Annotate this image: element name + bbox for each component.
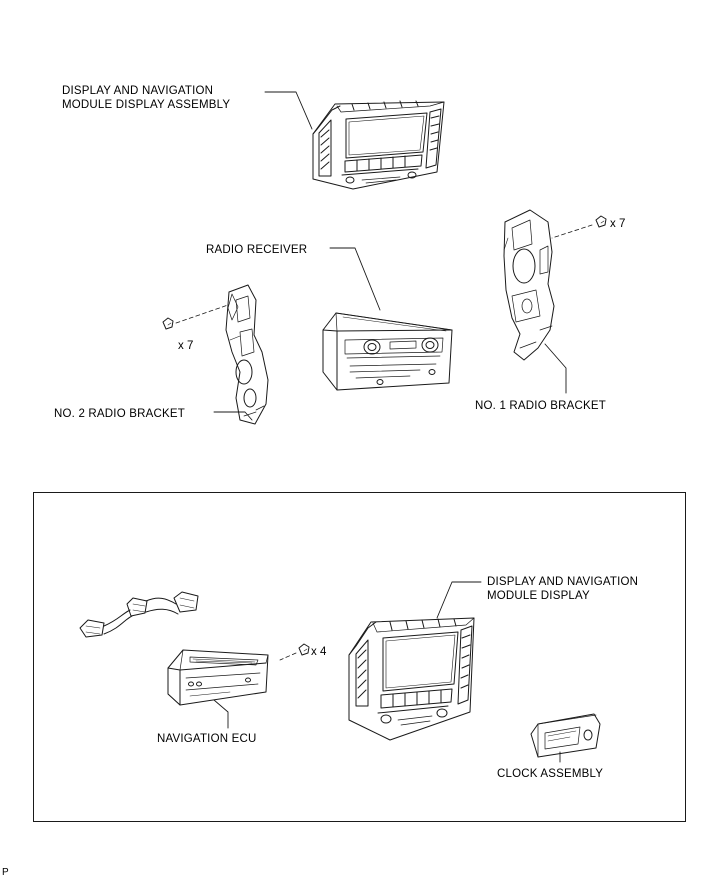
label-line-1: NO. 1 RADIO BRACKET [475, 400, 606, 412]
label-navigation-ecu [157, 732, 257, 746]
quantity-bolt-left: x 7 [178, 340, 194, 352]
label-display-navigation-module-display [487, 575, 638, 603]
label-radio-receiver [206, 243, 307, 257]
label-line-1: DISPLAY AND NAVIGATION [62, 85, 214, 97]
label-line-1: NAVIGATION ECU [157, 733, 257, 745]
label-no-2-radio-bracket [54, 407, 185, 421]
quantity-bolt-right: x 7 [610, 218, 626, 230]
label-display-navigation-module-display-assembly [62, 84, 230, 112]
label-line-1: NO. 2 RADIO BRACKET [54, 408, 185, 420]
label-clock-assembly [497, 767, 603, 781]
quantity-screw-nav-ecu: x 4 [311, 646, 327, 658]
label-line-1: RADIO RECEIVER [206, 244, 308, 256]
label-line-2: MODULE DISPLAY ASSEMBLY [62, 99, 231, 111]
label-line-1: DISPLAY AND NAVIGATION [487, 576, 639, 588]
label-no-1-radio-bracket [475, 399, 606, 413]
label-line-2: MODULE DISPLAY [487, 590, 590, 602]
page-corner-mark: P [2, 867, 9, 878]
label-line-1: CLOCK ASSEMBLY [497, 768, 604, 780]
